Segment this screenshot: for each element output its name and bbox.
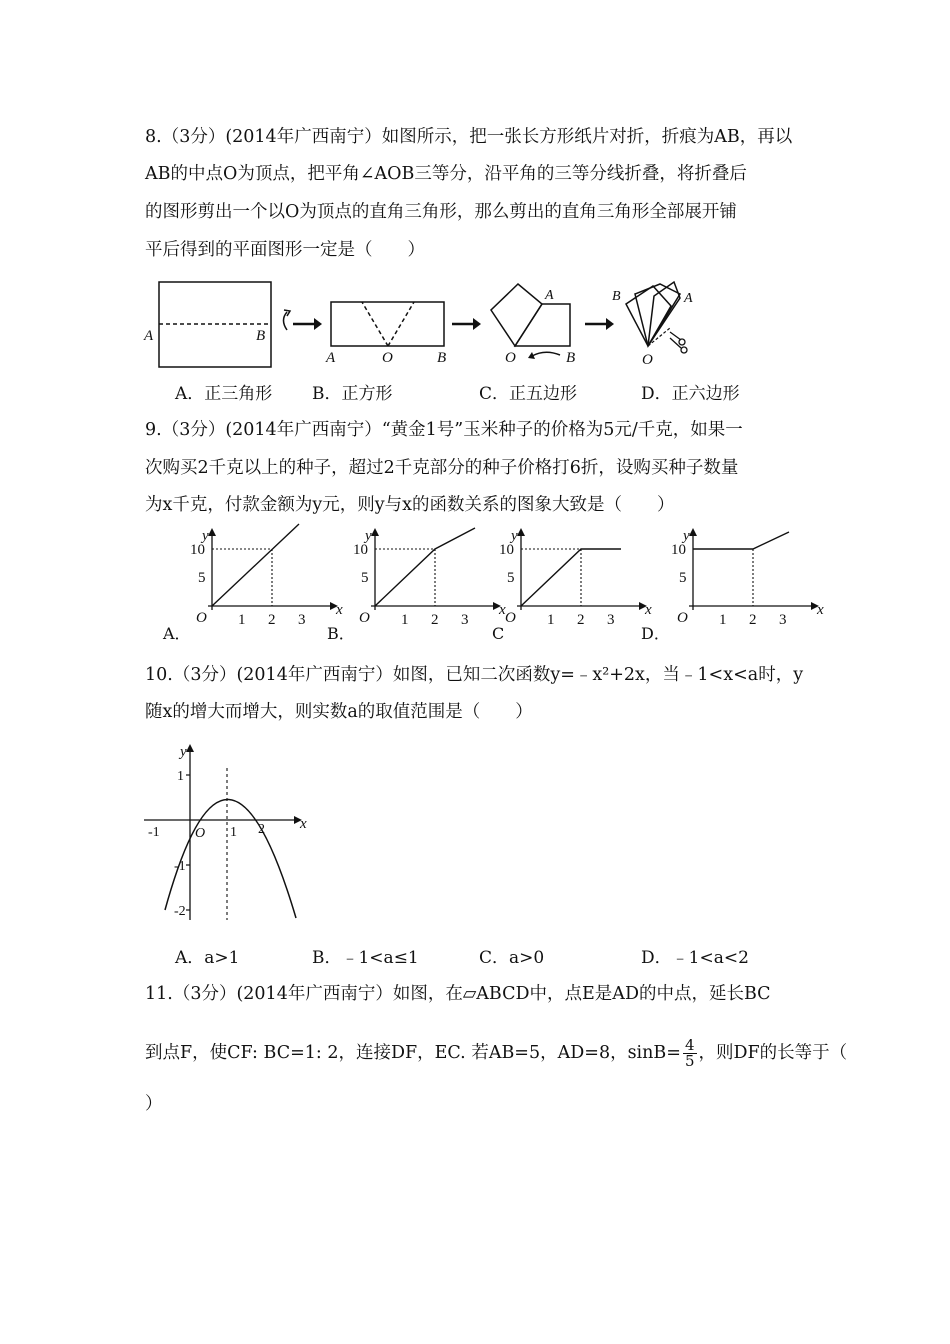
x-tick-1: 1 xyxy=(401,612,409,628)
q9-graph-b xyxy=(351,526,506,636)
x-tick-1: 1 xyxy=(238,612,246,628)
y-tick-10: 10 xyxy=(671,542,686,558)
origin-label: O xyxy=(196,610,207,626)
q8-option-d: D．正六边形 xyxy=(641,384,740,404)
x-tick-2: 2 xyxy=(577,612,585,628)
q8-option-b: B．正方形 xyxy=(312,384,393,404)
q8-line-1: 8.（3分）(2014年广西南宁）如图所示，把一张长方形纸片对折，折痕为AB，再以 xyxy=(145,127,793,147)
x-axis-label: x xyxy=(817,602,824,618)
q8-fig3-label-b: B xyxy=(566,350,576,366)
x-tick-3: 3 xyxy=(298,612,306,628)
y-axis-label: y xyxy=(202,528,209,544)
q8-line-4: 平后得到的平面图形一定是（ ） xyxy=(145,240,425,260)
q10-line-2: 随x的增大而增大，则实数a的取值范围是（ ） xyxy=(145,702,533,722)
x-axis-label: x xyxy=(336,602,343,618)
q9-option-b: B． xyxy=(327,624,355,643)
q11-line-3: ） xyxy=(145,1094,163,1114)
q8-fig3-label-a: A xyxy=(545,288,554,303)
x-tick-minus-1: -1 xyxy=(148,825,160,840)
scissors-icon xyxy=(670,332,687,353)
x-tick-1: 1 xyxy=(547,612,555,628)
y-tick-5: 5 xyxy=(679,570,687,586)
q9-graph-d xyxy=(669,526,824,636)
q8-fig2-label-b: B xyxy=(437,350,447,366)
q8-fig1-label-b: B xyxy=(256,328,266,344)
y-tick-minus-1: -1 xyxy=(174,859,186,874)
origin-label: O xyxy=(505,610,516,626)
q8-fig4-label-o: O xyxy=(642,352,653,368)
q10-parabola-graph xyxy=(140,735,320,925)
x-axis-label: x xyxy=(645,602,652,618)
origin-label: O xyxy=(677,610,688,626)
q9-option-c: C xyxy=(492,624,505,643)
q9-line-1: 9.（3分）(2014年广西南宁）“黄金1号”玉米种子的价格为5元/千克，如果一 xyxy=(145,420,743,440)
q9-line-2: 次购买2千克以上的种子，超过2千克部分的种子价格打6折，设购买种子数量 xyxy=(145,458,739,478)
x-tick-3: 3 xyxy=(607,612,615,628)
q10-option-b: B．﹣1<a≤1 xyxy=(312,948,419,968)
y-tick-1: 1 xyxy=(177,769,184,784)
q8-fig4-label-b: B xyxy=(612,289,621,304)
q8-fig2-label-o: O xyxy=(382,350,393,366)
q10-option-d: D．﹣1<a<2 xyxy=(641,948,749,968)
q8-line-3: 的图形剪出一个以O为顶点的直角三角形，那么剪出的直角三角形全部展开铺 xyxy=(145,202,737,222)
x-tick-2: 2 xyxy=(431,612,439,628)
x-axis-label: x xyxy=(300,816,307,832)
q8-option-c: C．正五边形 xyxy=(479,384,578,404)
q10-line-1: 10.（3分）(2014年广西南宁）如图，已知二次函数y=﹣x²+2x，当﹣1<x<a时，y xyxy=(145,665,804,685)
q8-fold-diagram xyxy=(140,272,740,382)
q10-option-a: A．a>1 xyxy=(175,948,240,968)
q11-line-1: 11.（3分）(2014年广西南宁）如图，在▱ABCD中，点E是AD的中点，延长BC xyxy=(145,984,771,1004)
x-tick-2: 2 xyxy=(268,612,276,628)
origin-label: O xyxy=(359,610,370,626)
y-tick-minus-2: -2 xyxy=(174,904,186,919)
q8-fig2-label-a: A xyxy=(326,350,336,366)
q9-graph-a xyxy=(188,526,343,636)
q10-option-c: C．a>0 xyxy=(479,948,545,968)
q9-option-a: A． xyxy=(163,624,191,643)
y-tick-5: 5 xyxy=(507,570,515,586)
x-tick-1: 1 xyxy=(719,612,727,628)
q9-option-d: D． xyxy=(641,624,670,643)
q8-option-a: A．正三角形 xyxy=(175,384,273,404)
x-tick-3: 3 xyxy=(461,612,469,628)
fraction-numerator: 4 xyxy=(684,1036,695,1054)
x-tick-2: 2 xyxy=(258,822,265,837)
q11-line-2-start: 到点F，使CF: BC=1: 2，连接DF，EC. 若AB=5，AD=8，sinB= xyxy=(145,1043,681,1063)
y-tick-5: 5 xyxy=(361,570,369,586)
sinb-fraction xyxy=(683,1038,697,1069)
y-axis-label: y xyxy=(365,528,372,544)
q9-line-3: 为x千克，付款金额为y元，则y与x的函数关系的图象大致是（ ） xyxy=(145,495,675,515)
y-axis-label: y xyxy=(180,744,187,760)
q11-line-2-end: ，则DF的长等于（ xyxy=(698,1043,848,1063)
x-tick-2: 2 xyxy=(749,612,757,628)
fraction-denominator: 5 xyxy=(684,1052,695,1070)
q8-fig3-label-o: O xyxy=(505,350,516,366)
origin-label: O xyxy=(195,826,206,841)
x-tick-3: 3 xyxy=(779,612,787,628)
q8-fig4-label-a: A xyxy=(684,291,693,306)
q9-graph-c xyxy=(497,526,652,636)
q11-line-2 xyxy=(145,1038,847,1069)
y-tick-10: 10 xyxy=(190,542,205,558)
x-tick-1: 1 xyxy=(230,825,237,840)
y-axis-label: y xyxy=(683,528,690,544)
y-tick-10: 10 xyxy=(499,542,514,558)
y-tick-10: 10 xyxy=(353,542,368,558)
y-tick-5: 5 xyxy=(198,570,206,586)
q8-fig1-label-a: A xyxy=(144,328,154,344)
x-axis-label: x xyxy=(499,602,506,618)
y-axis-label: y xyxy=(511,528,518,544)
q8-line-2: AB的中点O为顶点，把平角∠AOB三等分，沿平角的三等分线折叠，将折叠后 xyxy=(145,164,747,184)
